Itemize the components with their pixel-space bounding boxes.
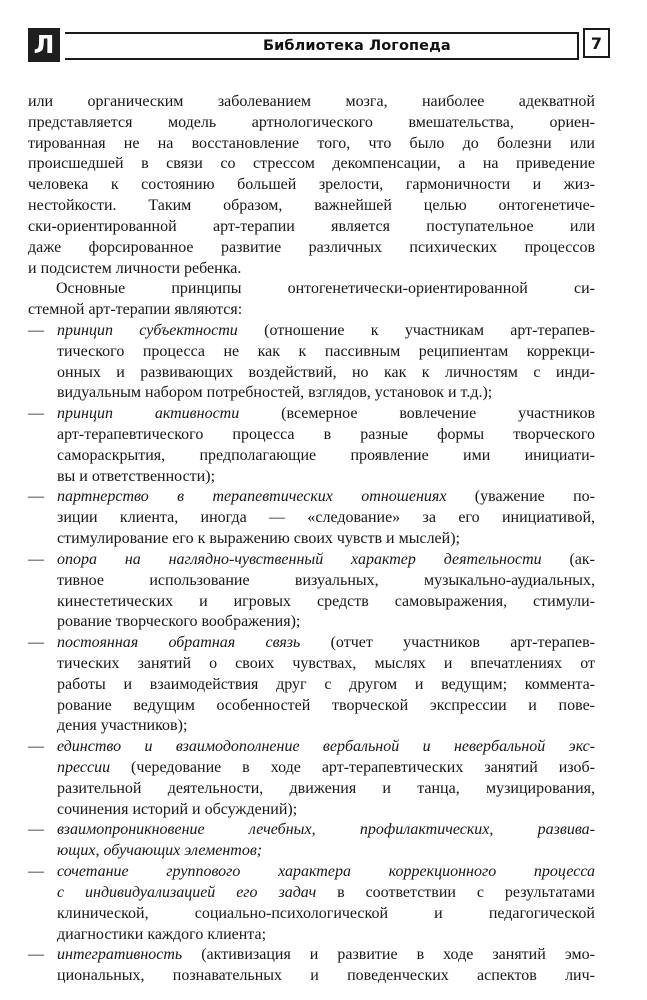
text-line: тического процесса не как к пассивным реципиентам коррекци- — [57, 342, 595, 360]
item-first-line — [28, 737, 595, 758]
text-line: клинической, социально-психологической и педагогической — [57, 904, 595, 922]
text-line: и подсистем личности ребенка. — [28, 259, 242, 277]
principles-lead — [28, 279, 595, 321]
principle-item — [28, 633, 595, 737]
item-first-line — [28, 633, 595, 654]
page-text — [28, 92, 595, 987]
principle-term: принцип субъектности — [57, 321, 238, 339]
list-dash: — — [28, 550, 44, 568]
item-second-line — [28, 758, 595, 779]
principle-term: сочетание группового характера коррекционного процесса — [57, 863, 595, 881]
item-text: (уважение по- — [446, 488, 595, 506]
text-line: тированная не на восстановление того, что было до болезни или — [28, 134, 595, 152]
principle-item — [28, 820, 595, 862]
item-second-line — [28, 883, 595, 904]
text-line: зиции клиента, иногда — «следование» за его инициативой, — [57, 509, 595, 527]
principle-item — [28, 321, 595, 404]
text-line: ски-ориентированной арт-терапии является поступательное или — [28, 217, 595, 235]
intro-paragraph — [28, 92, 595, 279]
text-line: диагностики каждого клиента; — [57, 925, 267, 943]
item-first-line — [28, 862, 595, 883]
header-rule-frame — [65, 32, 579, 60]
item-text: (чередование в ходе арт-терапевтических занятий изоб- — [110, 759, 595, 776]
principle-item — [28, 550, 595, 633]
text-line: разительной деятельности, движения и танца, музицирования, — [57, 779, 595, 797]
item-text: в соответствии с результатами — [316, 883, 595, 901]
list-dash: — — [28, 738, 44, 756]
series-logo: Л — [28, 28, 60, 62]
item-second-line — [28, 841, 595, 862]
principle-term: интегративность — [57, 946, 183, 964]
principle-item — [28, 862, 595, 945]
text-line: стимулирование его к выражению своих чувств и мыслей); — [57, 530, 460, 548]
item-text: (активизация и развитие в ходе занятий эмо- — [182, 946, 595, 964]
text-line: тивное использование визуальных, музыкально-аудиальных, — [57, 571, 595, 589]
item-first-line — [28, 550, 595, 571]
item-first-line — [28, 321, 595, 342]
principle-term-cont: ющих, обучающих элементов; — [57, 842, 263, 860]
text-line: нестойкости. Таким образом, важнейшей целью онтогенетиче- — [28, 197, 595, 215]
text-line: Основные принципы онтогенетически-ориентированной си- — [56, 280, 595, 298]
item-first-line — [28, 404, 595, 425]
principle-term-cont: прессии — [57, 759, 111, 776]
text-line: рование творческого воображения); — [57, 613, 301, 631]
list-dash: — — [28, 321, 44, 339]
text-line: работы и взаимодействия друг с другом и ведущим; коммента- — [57, 675, 595, 693]
principle-term: постоянная обратная связь — [57, 634, 301, 652]
text-line: представляется модель артнологического вмешательства, ориен- — [28, 113, 595, 131]
text-line: или органическим заболеванием мозга, наиболее адекватной — [28, 93, 595, 110]
item-text: (ак- — [541, 550, 595, 568]
principle-item — [28, 404, 595, 487]
item-text: (всемерное вовлечение участников — [239, 405, 595, 423]
list-dash: — — [28, 634, 44, 652]
text-line: сочинения историй и обсуждений); — [57, 800, 298, 818]
text-line: тических занятий о своих чувствах, мыслях и впечатлениях от — [57, 654, 595, 672]
principle-term-cont: с индивидуализацией его задач — [57, 883, 317, 901]
series-title: Библиотека Логопеда — [263, 38, 451, 54]
text-line: дения участников); — [57, 717, 188, 735]
text-line: человека к состоянию большей зрелости, гармоничности и жиз- — [28, 176, 595, 194]
principle-term: взаимопроникновение лечебных, профилактических, развива- — [57, 821, 595, 839]
list-dash: — — [28, 405, 44, 423]
principle-item — [28, 487, 595, 549]
principle-term: опора на наглядно-чувственный характер деятельности — [57, 550, 542, 568]
header-rule-edge — [577, 32, 579, 60]
text-line: арт-терапевтического процесса в разные формы творческого — [57, 426, 595, 443]
list-dash: — — [28, 946, 44, 964]
text-line: онных и развивающих воздействий, но как к личностям с инди- — [57, 363, 595, 381]
list-dash: — — [28, 821, 44, 839]
text-line: вы и ответственности); — [57, 467, 216, 485]
text-line: самораскрытия, предполагающие проявление ими инициати- — [57, 446, 595, 464]
list-dash: — — [28, 863, 44, 881]
item-first-line — [28, 487, 595, 508]
principle-term: принцип активности — [57, 405, 240, 423]
principle-item — [28, 945, 595, 987]
item-first-line — [28, 945, 595, 966]
text-line: рование ведущим особенностей творческой экспрессии и пове- — [57, 696, 595, 714]
text-line: даже форсированное развитие различных психических процессов — [28, 238, 595, 256]
page-number: 7 — [583, 28, 610, 58]
item-first-line — [28, 820, 595, 841]
text-line: стемной арт-терапии являются: — [28, 301, 243, 319]
item-text: (отчет участников арт-терапев- — [300, 634, 596, 652]
running-header — [28, 28, 603, 62]
item-text: (отношение к участникам арт-терапев- — [237, 321, 595, 339]
text-line: происшедшей в связи со стрессом декомпенсации, а на приведение — [28, 155, 595, 173]
text-line: кинестетических и игровых средств самовыражения, стимули- — [57, 592, 595, 610]
principle-term: единство и взаимодополнение вербальной и невербальной экс- — [57, 738, 595, 756]
principle-term: партнерство в терапевтических отношениях — [57, 488, 447, 506]
text-line: циональных, познавательных и поведенческих аспектов лич- — [57, 967, 595, 985]
list-dash: — — [28, 488, 44, 506]
principle-item — [28, 737, 595, 820]
text-line: видуальным набором потребностей, взглядов, установок и т.д.); — [57, 384, 493, 402]
